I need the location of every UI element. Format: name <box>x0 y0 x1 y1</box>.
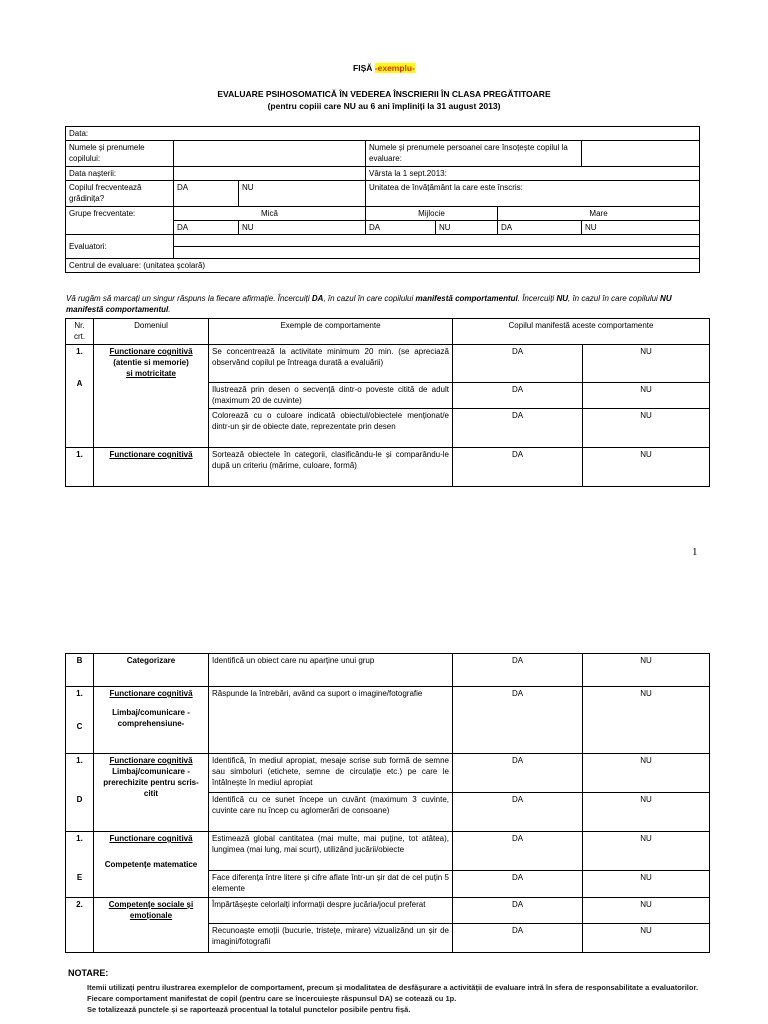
behaviors-table-2 <box>65 653 710 953</box>
evaluatori-label: Evaluatori: <box>66 235 174 259</box>
domain-label: Competențe sociale și emoționale <box>94 898 209 953</box>
grupa-mica: Mică <box>174 207 366 221</box>
row-number-d <box>66 754 94 832</box>
row-letter: C <box>76 722 83 731</box>
domain-sublabel: Competențe matematice <box>104 860 198 869</box>
row-number: 1. <box>76 756 83 765</box>
intro-text: . <box>168 305 171 314</box>
behavior-text: Împărtășește celorlalți informații despre jucăria/jocul preferat <box>209 898 453 924</box>
row-letter: A <box>76 379 83 388</box>
behavior-text: Face diferența între litere și cifre aflate într-un șir dat de cel puțin 5 elemente <box>209 871 453 898</box>
answer-da[interactable]: DA <box>453 687 583 754</box>
behaviors-table-1 <box>65 318 710 487</box>
identification-form <box>65 126 700 273</box>
domain-label: Functionare cognitivă <box>109 834 193 843</box>
answer-da[interactable]: DA <box>453 383 583 409</box>
intro-text: Vă rugăm să marcați un singur răspuns la fiecare afirmație. Încercuiți <box>66 294 312 303</box>
varsta-label: Vârsta la 1 sept.2013: <box>366 167 700 181</box>
answer-nu[interactable]: NU <box>583 448 710 487</box>
data-nasterii-label: Data nașterii: <box>66 167 174 181</box>
data-nasterii-field[interactable] <box>174 167 366 181</box>
behavior-text: Identifică cu ce sunet începe un cuvânt (maximum 3 cuvinte, cuvinte care nu încep cu aglomerări de consoane) <box>209 793 453 832</box>
grupa-mare: Mare <box>498 207 700 221</box>
domain-label: Functionare cognitivă <box>109 689 193 698</box>
mica-da[interactable]: DA <box>174 221 239 235</box>
answer-da[interactable]: DA <box>453 409 583 448</box>
domain-sublabel: Limbaj/comunicare -prerechizite pentru scris-citit <box>103 767 199 798</box>
domain-label: Functionare cognitivă <box>109 347 193 356</box>
exemplu-highlight: -exemplu- <box>374 63 415 73</box>
domain-e <box>94 832 209 898</box>
row-number-e <box>66 832 94 898</box>
answer-nu[interactable]: NU <box>583 687 710 754</box>
answer-da[interactable]: DA <box>453 654 583 687</box>
mare-da[interactable]: DA <box>498 221 582 235</box>
domain-label: Functionare cognitivă <box>94 448 209 487</box>
doc-title: EVALUARE PSIHOSOMATICĂ ÎN VEDEREA ÎNSCRIERII ÎN CLASA PREGĂTITOARE <box>217 89 551 99</box>
frecventa-nu[interactable]: NU <box>239 181 366 207</box>
notare-line: Se totalizează punctele și se raportează procentual la totalul punctelor posibile pentru fișă. <box>87 1005 411 1014</box>
unitatea-label: Unitatea de învățământ la care este înscris: <box>366 181 700 207</box>
behavior-text: Identifică un obiect care nu aparține unui grup <box>209 654 453 687</box>
intro-nu: NU <box>556 294 568 303</box>
notare-line: Itemii utilizați pentru ilustrarea exemplelor de comportament, precum și modalitatea de desfășurare a activității de evaluare intră în sfera de responsabilitate a evaluatorilor. <box>87 983 699 992</box>
domain-label: Functionare cognitivă <box>109 756 193 765</box>
centrul-evaluare: Centrul de evaluare: (unitatea școlară) <box>66 259 700 273</box>
behavior-text: Sortează obiectele în categorii, clasificându-le și comparându-le după un criteriu (mărime, culoare, formă) <box>209 448 453 487</box>
mijlocie-da[interactable]: DA <box>366 221 436 235</box>
intro-text: , în cazul în care copilului <box>323 294 416 303</box>
row-number: 1. <box>76 689 83 698</box>
answer-nu[interactable]: NU <box>583 832 710 871</box>
behavior-text: Estimează global cantitatea (mai multe, mai puține, tot atâtea), lungimea (mai lung, mai scurt), utilizând jucării/obiecte <box>209 832 453 871</box>
answer-da[interactable]: DA <box>453 832 583 871</box>
answer-nu[interactable]: NU <box>583 654 710 687</box>
row-letter: E <box>76 873 83 882</box>
notare-title: NOTARE: <box>68 968 109 978</box>
header-domeniul: Domeniul <box>94 319 209 345</box>
frecventa-da[interactable]: DA <box>174 181 239 207</box>
notare-line: Fiecare comportament manifestat de copil (pentru care se încercuiește răspunsul DA) se cotează cu 1p. <box>87 994 457 1003</box>
page-number: 1 <box>692 546 698 558</box>
row-number: 1. <box>76 347 83 356</box>
domain-sublabel: (atentie si memorie) <box>113 358 189 367</box>
header-manifesta: Copilul manifestă aceste comportamente <box>453 319 710 345</box>
nume-insotitor-label: Numele și prenumele persoanei care însoțește copilul la evaluare: <box>366 141 582 167</box>
doc-title-fisa <box>0 63 768 73</box>
answer-da[interactable]: DA <box>453 924 583 953</box>
answer-da[interactable]: DA <box>453 754 583 793</box>
answer-nu[interactable]: NU <box>583 409 710 448</box>
fisa-label: FIȘĂ <box>353 63 373 73</box>
domain-d <box>94 754 209 832</box>
doc-subtitle: (pentru copiii care NU au 6 ani împliniți la 31 august 2013) <box>267 101 501 111</box>
answer-nu[interactable]: NU <box>583 383 710 409</box>
nume-insotitor-field[interactable] <box>582 141 700 167</box>
answer-nu[interactable]: NU <box>583 793 710 832</box>
answer-nu[interactable]: NU <box>583 754 710 793</box>
frecventa-label: Copilul frecventează grădinița? <box>66 181 174 207</box>
grupa-mijlocie: Mijlocie <box>366 207 498 221</box>
notare-text <box>87 982 707 1015</box>
evaluator-field-2[interactable] <box>174 247 700 259</box>
intro-da: DA <box>311 294 324 303</box>
nume-copil-field[interactable] <box>174 141 366 167</box>
answer-da[interactable]: DA <box>453 345 583 383</box>
domain-a <box>94 345 209 448</box>
domain-sublabel: si motricitate <box>126 369 176 378</box>
answer-da[interactable]: DA <box>453 448 583 487</box>
row-number: 2. <box>66 898 94 953</box>
row-letter: B <box>66 654 94 687</box>
behavior-text: Recunoaște emoții (bucurie, tristețe, mirare) vizualizând un șir de imagini/fotografii <box>209 924 453 953</box>
answer-nu[interactable]: NU <box>583 871 710 898</box>
intro-nu-manifesta: NU manifestă comportamentul <box>66 294 672 314</box>
answer-da[interactable]: DA <box>453 793 583 832</box>
answer-nu[interactable]: NU <box>583 345 710 383</box>
answer-nu[interactable]: NU <box>583 898 710 924</box>
mica-nu[interactable]: NU <box>239 221 366 235</box>
evaluator-field-1[interactable] <box>174 235 700 247</box>
intro-manifesta: manifestă comportamentul <box>415 294 518 303</box>
behavior-text: Se concentrează la activitate minimum 20 min. (se apreciază observând copilul pe întreaga durată a evaluării) <box>209 345 453 383</box>
behavior-text: Colorează cu o culoare indicată obiectul/obiectele menționat/e dintr-un șir de obiecte date, reprezentate prin desen <box>209 409 453 448</box>
instructions <box>66 293 706 315</box>
header-nr: Nr. crt. <box>66 319 94 345</box>
row-number: 1. <box>76 834 83 843</box>
domain-c <box>94 687 209 754</box>
domain-sublabel: Limbaj/comunicare -comprehensiune- <box>112 708 190 728</box>
row-number-c <box>66 687 94 754</box>
mijlocie-nu[interactable]: NU <box>436 221 498 235</box>
answer-da[interactable]: DA <box>453 898 583 924</box>
row-number: 1. <box>66 448 94 487</box>
intro-text: , în cazul în care copilului <box>568 294 661 303</box>
intro-text: . Încercuiți <box>517 294 557 303</box>
data-label: Data: <box>66 127 700 141</box>
answer-nu[interactable]: NU <box>583 924 710 953</box>
domain-label: Categorizare <box>94 654 209 687</box>
row-letter: D <box>76 795 83 804</box>
nume-copil-label: Numele și prenumele copilului: <box>66 141 174 167</box>
behavior-text: Răspunde la întrebări, având ca suport o imagine/fotografie <box>209 687 453 754</box>
grupe-label: Grupe frecventate: <box>66 207 174 235</box>
header-exemple: Exemple de comportamente <box>209 319 453 345</box>
mare-nu[interactable]: NU <box>582 221 700 235</box>
row-number-a <box>66 345 94 448</box>
behavior-text: Ilustrează prin desen o secvență dintr-o poveste citită de adult (maximum 20 de cuvinte) <box>209 383 453 409</box>
behavior-text: Identifică, în mediul apropiat, mesaje scrise sub formă de semne sau simboluri (etichete, semne de circulație etc.) pe care le întâlnește în mediul apropiat <box>209 754 453 793</box>
answer-da[interactable]: DA <box>453 871 583 898</box>
